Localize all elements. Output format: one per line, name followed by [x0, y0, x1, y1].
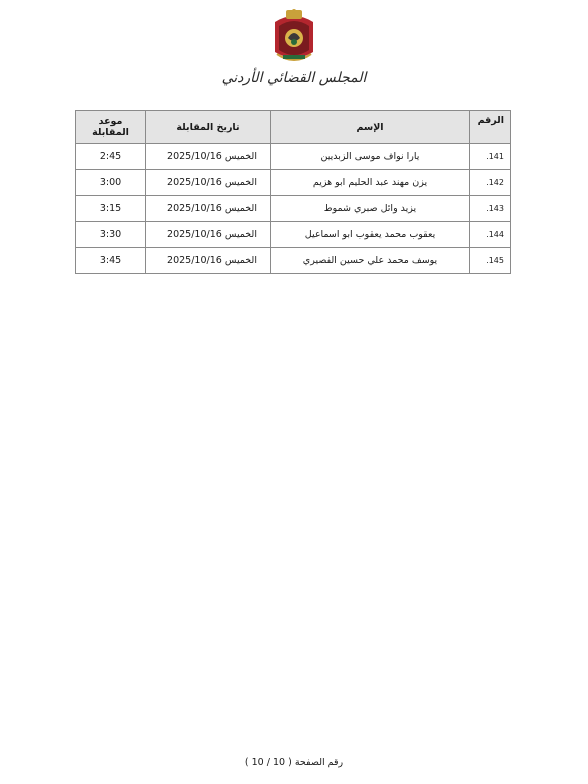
row-name: يوسف محمد علي حسين القصيري [271, 248, 470, 274]
row-day: الخميس [224, 151, 257, 162]
row-date: 2025/10/16 [167, 255, 222, 266]
row-time: 3:00 [76, 170, 146, 196]
page-number-value: ( 10 / 10 ) [244, 757, 292, 768]
coat-of-arms-emblem [269, 8, 319, 68]
row-date-cell [146, 196, 271, 222]
row-date: 2025/10/16 [167, 229, 222, 240]
row-time: 3:45 [76, 248, 146, 274]
header-time: موعد المقابلة [76, 111, 146, 144]
table-header-row [76, 111, 511, 144]
page-number-label: رقم الصفحة [294, 757, 344, 768]
brand-calligraphy: المجلس القضائي الأردني [221, 70, 367, 86]
row-time: 3:30 [76, 222, 146, 248]
row-number: 143. [470, 196, 511, 222]
row-date-cell [146, 144, 271, 170]
row-day: الخميس [224, 229, 257, 240]
row-day: الخميس [224, 177, 257, 188]
row-date-cell [146, 222, 271, 248]
row-name: يزن مهند عبد الحليم ابو هزيم [271, 170, 470, 196]
row-date-cell [146, 248, 271, 274]
row-day: الخميس [224, 255, 257, 266]
row-date: 2025/10/16 [167, 203, 222, 214]
row-date-cell [146, 170, 271, 196]
row-time: 3:15 [76, 196, 146, 222]
row-number: 142. [470, 170, 511, 196]
row-date: 2025/10/16 [167, 151, 222, 162]
header-number: الرقم [470, 111, 511, 144]
row-date: 2025/10/16 [167, 177, 222, 188]
row-name: يارا نواف موسى الزبديين [271, 144, 470, 170]
page-number-footer [0, 757, 588, 768]
row-day: الخميس [224, 203, 257, 214]
header-date: تاريخ المقابلة [146, 111, 271, 144]
table-row [76, 222, 511, 248]
row-number: 145. [470, 248, 511, 274]
table-row [76, 248, 511, 274]
header-name: الإسم [271, 111, 470, 144]
row-name: يعقوب محمد يعقوب ابو اسماعيل [271, 222, 470, 248]
row-time: 2:45 [76, 144, 146, 170]
row-number: 144. [470, 222, 511, 248]
table-row [76, 170, 511, 196]
table-row [76, 196, 511, 222]
row-number: 141. [470, 144, 511, 170]
table-row [76, 144, 511, 170]
row-name: يزيد وائل صبري شموط [271, 196, 470, 222]
interview-schedule-table [75, 110, 511, 274]
